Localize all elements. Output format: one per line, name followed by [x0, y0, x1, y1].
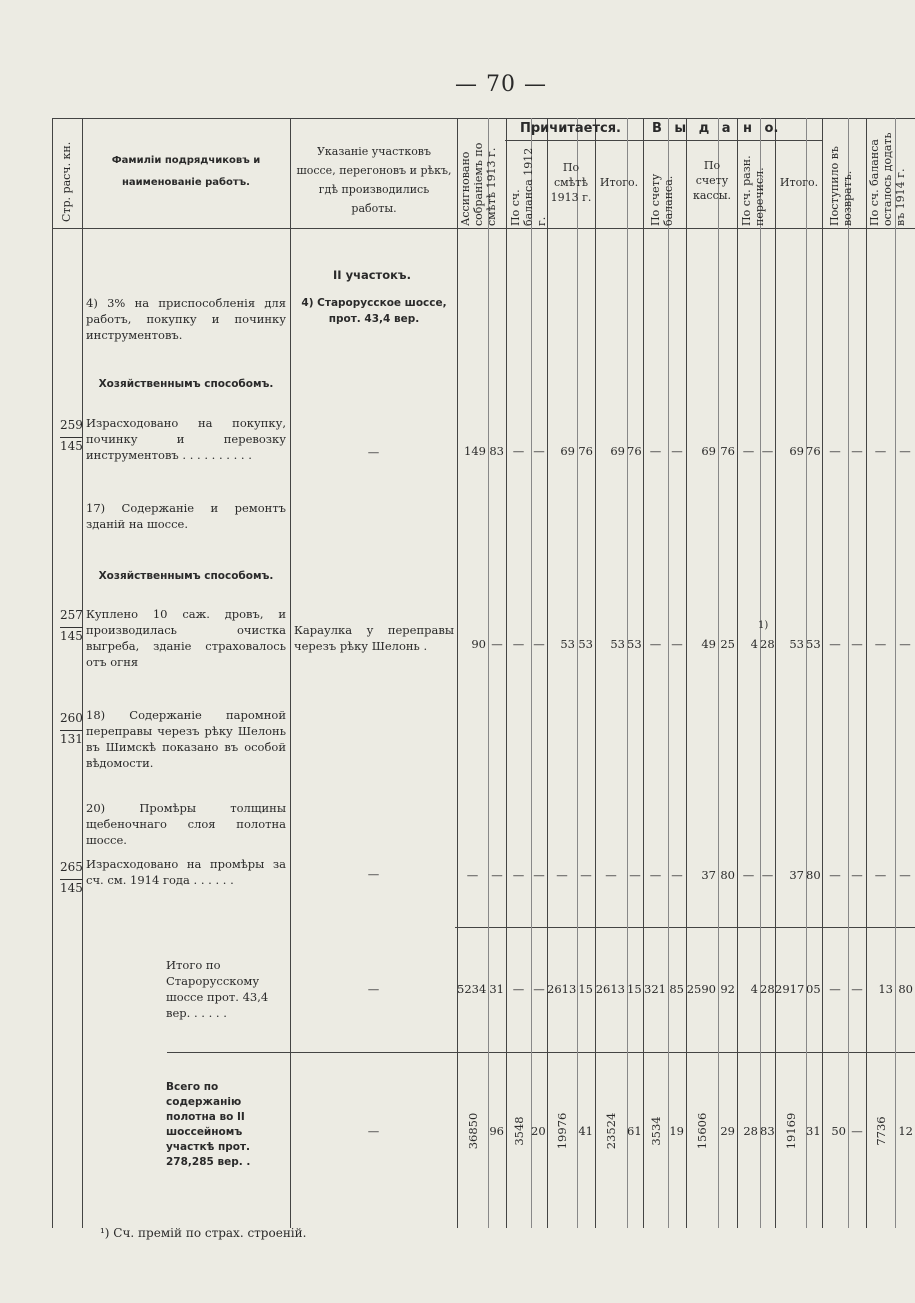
- value-cell: —: [829, 982, 841, 996]
- header-page-ref: Стр. расч. кн.: [60, 141, 73, 222]
- value-cell: 2590: [686, 982, 716, 996]
- value-cell: 19976: [555, 1112, 569, 1150]
- value-cell: —: [512, 868, 525, 882]
- footnote: ¹) Сч. премій по страх. строеній.: [100, 1226, 307, 1240]
- value-cell: —: [629, 868, 641, 882]
- header-assigned: Ассигновано собраніемъ по смѣтѣ 1913 г.: [459, 142, 498, 226]
- value-cell: —: [899, 637, 911, 651]
- value-cell: 69: [789, 444, 804, 458]
- value-cell: —: [851, 868, 863, 882]
- value-cell: 20: [531, 1124, 546, 1138]
- value-cell: 37: [701, 868, 716, 882]
- value-cell: 7736: [873, 1116, 888, 1146]
- header-bal1912: По сч. баланса 1912 г.: [509, 147, 548, 226]
- value-cell: 28: [760, 637, 775, 651]
- value-cell: 2613: [547, 982, 577, 996]
- value-cell: —: [512, 637, 525, 651]
- value-cell: —: [829, 444, 841, 458]
- value-cell: —: [671, 637, 683, 651]
- page-ref-top: 259: [60, 418, 83, 432]
- page-ref-bottom: 145: [60, 881, 83, 895]
- total-road-text: Итого по Старорусскому шоссе прот. 43,4 вер. . . . . .: [166, 958, 269, 1020]
- value-cell: 2613: [595, 982, 625, 996]
- page-ref-bottom: 145: [60, 439, 83, 453]
- header-total2: Итого.: [779, 176, 819, 189]
- header-names: Фамиліи подрядчиковъ и наименованіе работъ.: [111, 155, 261, 188]
- value-cell: 80: [806, 868, 821, 882]
- page-ref-bottom: 145: [60, 629, 83, 643]
- value-cell: —: [874, 444, 887, 458]
- value-cell: —: [671, 444, 683, 458]
- header-cash: По счету кассы.: [692, 159, 731, 202]
- footnote-mark: 1): [758, 620, 769, 631]
- value-cell: —: [874, 637, 887, 651]
- value-cell: —: [491, 868, 503, 882]
- row-place: —: [367, 867, 380, 881]
- value-cell: 41: [578, 1124, 593, 1138]
- value-cell: 2917: [775, 982, 805, 996]
- value-cell: —: [512, 444, 525, 458]
- value-cell: 149: [464, 444, 486, 458]
- value-cell: 05: [806, 982, 821, 996]
- value-cell: 15: [627, 982, 642, 996]
- value-cell: —: [512, 982, 525, 996]
- total-road-place: —: [367, 982, 380, 996]
- header-group-issued: В ы д а н о.: [652, 121, 779, 136]
- value-cell: 61: [627, 1124, 642, 1138]
- page-number: — 70 —: [455, 72, 547, 97]
- value-cell: —: [466, 868, 479, 882]
- value-cell: —: [533, 868, 545, 882]
- header-total1: Итого.: [599, 176, 639, 189]
- value-cell: 76: [578, 444, 593, 458]
- value-cell: 92: [720, 982, 735, 996]
- grand-total-text: Всего по содержанію полотна во II шоссейномъ участкѣ прот. 278,285 вер. .: [166, 1081, 251, 1168]
- value-cell: —: [491, 637, 503, 651]
- header-remain: По сч. баланса осталось додать въ 1914 г.: [868, 132, 907, 226]
- header-group-due: Причитается.: [520, 121, 621, 136]
- value-cell: —: [533, 444, 545, 458]
- value-cell: 31: [806, 1124, 821, 1138]
- row-place: —: [367, 445, 380, 459]
- value-cell: 96: [489, 1124, 504, 1138]
- value-cell: —: [742, 868, 755, 882]
- value-cell: —: [649, 868, 662, 882]
- value-cell: —: [829, 637, 841, 651]
- value-cell: 321: [644, 982, 666, 996]
- row-text: Израсходовано на покупку, починку и перевозку инструментовъ . . . . . . . . . .: [86, 416, 286, 462]
- header-returned: Поступило въ возвратъ.: [828, 146, 854, 226]
- value-cell: 49: [701, 637, 716, 651]
- header-sections: Указаніе участковъ шоссе, перегоновъ и рѣкъ, гдѣ производились работы.: [296, 145, 452, 215]
- page-ref-top: 257: [60, 608, 83, 622]
- value-cell: 23524: [604, 1112, 618, 1150]
- header-bal: По счету баланса.: [649, 173, 675, 226]
- value-cell: 80: [898, 982, 913, 996]
- value-cell: —: [533, 982, 545, 996]
- value-cell: 53: [560, 637, 575, 651]
- row-place: Караулка у переправы черезъ рѣку Шелонь .: [294, 623, 454, 653]
- value-cell: 76: [806, 444, 821, 458]
- value-cell: 50: [831, 1124, 846, 1138]
- row-text: 18) Содержаніе паромной переправы черезъ рѣку Шелонь въ Шимскѣ показано въ особой вѣдомости.: [86, 708, 286, 770]
- value-cell: 15: [578, 982, 593, 996]
- value-cell: 53: [789, 637, 804, 651]
- value-cell: —: [533, 637, 545, 651]
- value-cell: 85: [669, 982, 684, 996]
- value-cell: —: [649, 637, 662, 651]
- value-cell: 4: [750, 982, 758, 996]
- page-ref-top: 265: [60, 860, 83, 874]
- value-cell: 90: [471, 637, 486, 651]
- road-title: 4) Старорусское шоссе, прот. 43,4 вер.: [301, 297, 447, 325]
- value-cell: 3534: [648, 1116, 663, 1146]
- row-text: 20) Промѣры толщины щебеночнаго слоя полотна шоссе.: [86, 801, 286, 847]
- value-cell: 28: [760, 982, 775, 996]
- value-cell: 3548: [511, 1116, 526, 1146]
- value-cell: —: [556, 868, 568, 882]
- value-cell: 76: [627, 444, 642, 458]
- value-cell: 53: [627, 637, 642, 651]
- value-cell: —: [580, 868, 592, 882]
- method-label: Хозяйственнымъ способомъ.: [98, 570, 274, 582]
- value-cell: 83: [760, 1124, 775, 1138]
- section-title: II участокъ.: [333, 268, 411, 282]
- page-ref-top: 260: [60, 711, 83, 725]
- grand-total-place: —: [367, 1124, 380, 1138]
- value-cell: —: [851, 637, 863, 651]
- value-cell: 19: [669, 1124, 684, 1138]
- value-cell: 80: [720, 868, 735, 882]
- value-cell: 13: [878, 982, 893, 996]
- value-cell: 76: [720, 444, 735, 458]
- page-ref-bottom: 131: [60, 732, 83, 746]
- header-est1913: По смѣтѣ 1913 г.: [550, 161, 592, 204]
- value-cell: 19169: [783, 1112, 798, 1150]
- value-cell: —: [899, 868, 911, 882]
- value-cell: 53: [578, 637, 593, 651]
- row-text: Куплено 10 саж. дровъ, и производилась очистка выгреба, зданіе страховалось отъ огня: [86, 607, 286, 669]
- value-cell: 29: [720, 1124, 735, 1138]
- value-cell: 4: [750, 637, 758, 651]
- value-cell: —: [899, 444, 911, 458]
- value-cell: 15606: [695, 1112, 709, 1150]
- header-misc: По сч. разн. перечисл.: [740, 155, 766, 226]
- value-cell: —: [874, 868, 887, 882]
- value-cell: 69: [560, 444, 575, 458]
- value-cell: —: [605, 868, 617, 882]
- value-cell: —: [851, 982, 863, 996]
- value-cell: 69: [610, 444, 625, 458]
- value-cell: —: [649, 444, 662, 458]
- value-cell: —: [851, 1124, 863, 1138]
- value-cell: 83: [489, 444, 504, 458]
- value-cell: 36850: [465, 1112, 480, 1150]
- row-text: 4) 3% на приспособленія для работъ, покупку и починку инструментовъ.: [86, 296, 286, 342]
- value-cell: —: [671, 868, 683, 882]
- value-cell: 53: [610, 637, 625, 651]
- value-cell: 12: [898, 1124, 913, 1138]
- value-cell: 28: [743, 1124, 758, 1138]
- value-cell: —: [761, 444, 774, 458]
- value-cell: —: [742, 444, 755, 458]
- value-cell: 31: [489, 982, 504, 996]
- value-cell: 69: [701, 444, 716, 458]
- method-label: Хозяйственнымъ способомъ.: [98, 378, 274, 390]
- value-cell: 5234: [457, 982, 487, 996]
- value-cell: 37: [789, 868, 804, 882]
- value-cell: —: [851, 444, 863, 458]
- row-text: Израсходовано на промѣры за сч. см. 1914 года . . . . . .: [86, 857, 286, 887]
- value-cell: 25: [720, 637, 735, 651]
- value-cell: 53: [806, 637, 821, 651]
- row-text: 17) Содержаніе и ремонтъ зданій на шоссе.: [86, 501, 286, 531]
- value-cell: —: [829, 868, 841, 882]
- value-cell: —: [761, 868, 774, 882]
